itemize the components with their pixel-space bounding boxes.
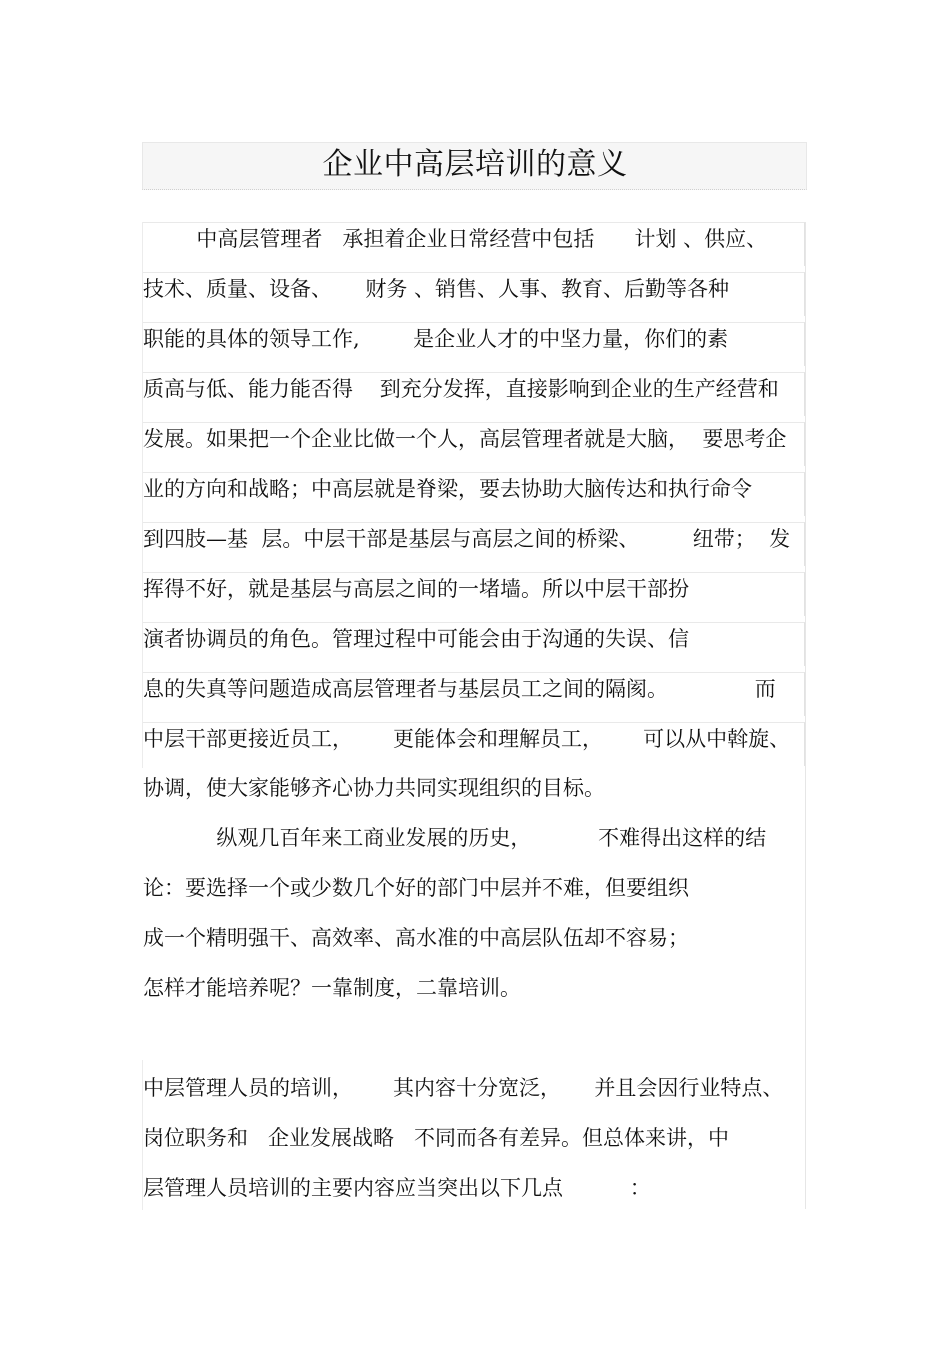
paragraph-line: 职能的具体的领导工作, 是企业人才的中坚力量，你们的素	[143, 322, 805, 366]
paragraph-line: 中层管理人员的培训， 其内容十分宽泛， 并且会因行业特点、	[143, 1076, 784, 1100]
paragraph-line: 演者协调员的角色。管理过程中可能会由于沟通的失误、信	[143, 622, 805, 666]
paragraph-line: 岗位职务和 企业发展战略 不同而各有差异。但总体来讲，中	[143, 1126, 730, 1150]
right-margin-rule	[805, 222, 806, 1209]
paragraph-line: 怎样才能培养呢？一靠制度，二靠培训。	[143, 976, 521, 1000]
paragraph-line: 协调，使大家能够齐心协力共同实现组织的目标。	[143, 776, 605, 800]
paragraph-line: 层管理人员培训的主要内容应当突出以下几点 ：	[143, 1176, 651, 1200]
blank-line	[143, 1022, 805, 1066]
paragraph-line: 质高与低、能力能否得 到充分发挥，直接影响到企业的生产经营和	[143, 372, 805, 416]
paragraph-line: 到四肢—基 层。中层干部是基层与高层之间的桥梁、 纽带； 发	[143, 522, 805, 566]
paragraph-line: 息的失真等问题造成高层管理者与基层员工之间的隔阂。 而	[143, 672, 805, 716]
paragraph-line: 中层干部更接近员工， 更能体会和理解员工， 可以从中斡旋、	[143, 722, 805, 766]
paragraph-line: 纵观几百年来工商业发展的历史， 不难得出这样的结	[143, 826, 767, 850]
paragraph-line: 中高层管理者 承担着企业日常经营中包括 计划 、供应、	[143, 222, 805, 266]
paragraph-line: 业的方向和战略；中高层就是脊梁，要去协助大脑传达和执行命令	[143, 472, 805, 516]
paragraph-line: 发展。如果把一个企业比做一个人，高层管理者就是大脑， 要思考企	[143, 422, 805, 466]
paragraph-line: 论：要选择一个或少数几个好的部门中层并不难，但要组织	[143, 876, 689, 900]
document-title: 企业中高层培训的意义	[322, 147, 628, 182]
paragraph-line: 成一个精明强干、高效率、高水准的中高层队伍却不容易；	[143, 926, 689, 950]
paragraph-line: 技术、质量、设备、 财务 、销售、人事、教育、后勤等各种	[143, 272, 805, 316]
paragraph-line: 挥得不好，就是基层与高层之间的一堵墙。所以中层干部扮	[143, 572, 805, 616]
